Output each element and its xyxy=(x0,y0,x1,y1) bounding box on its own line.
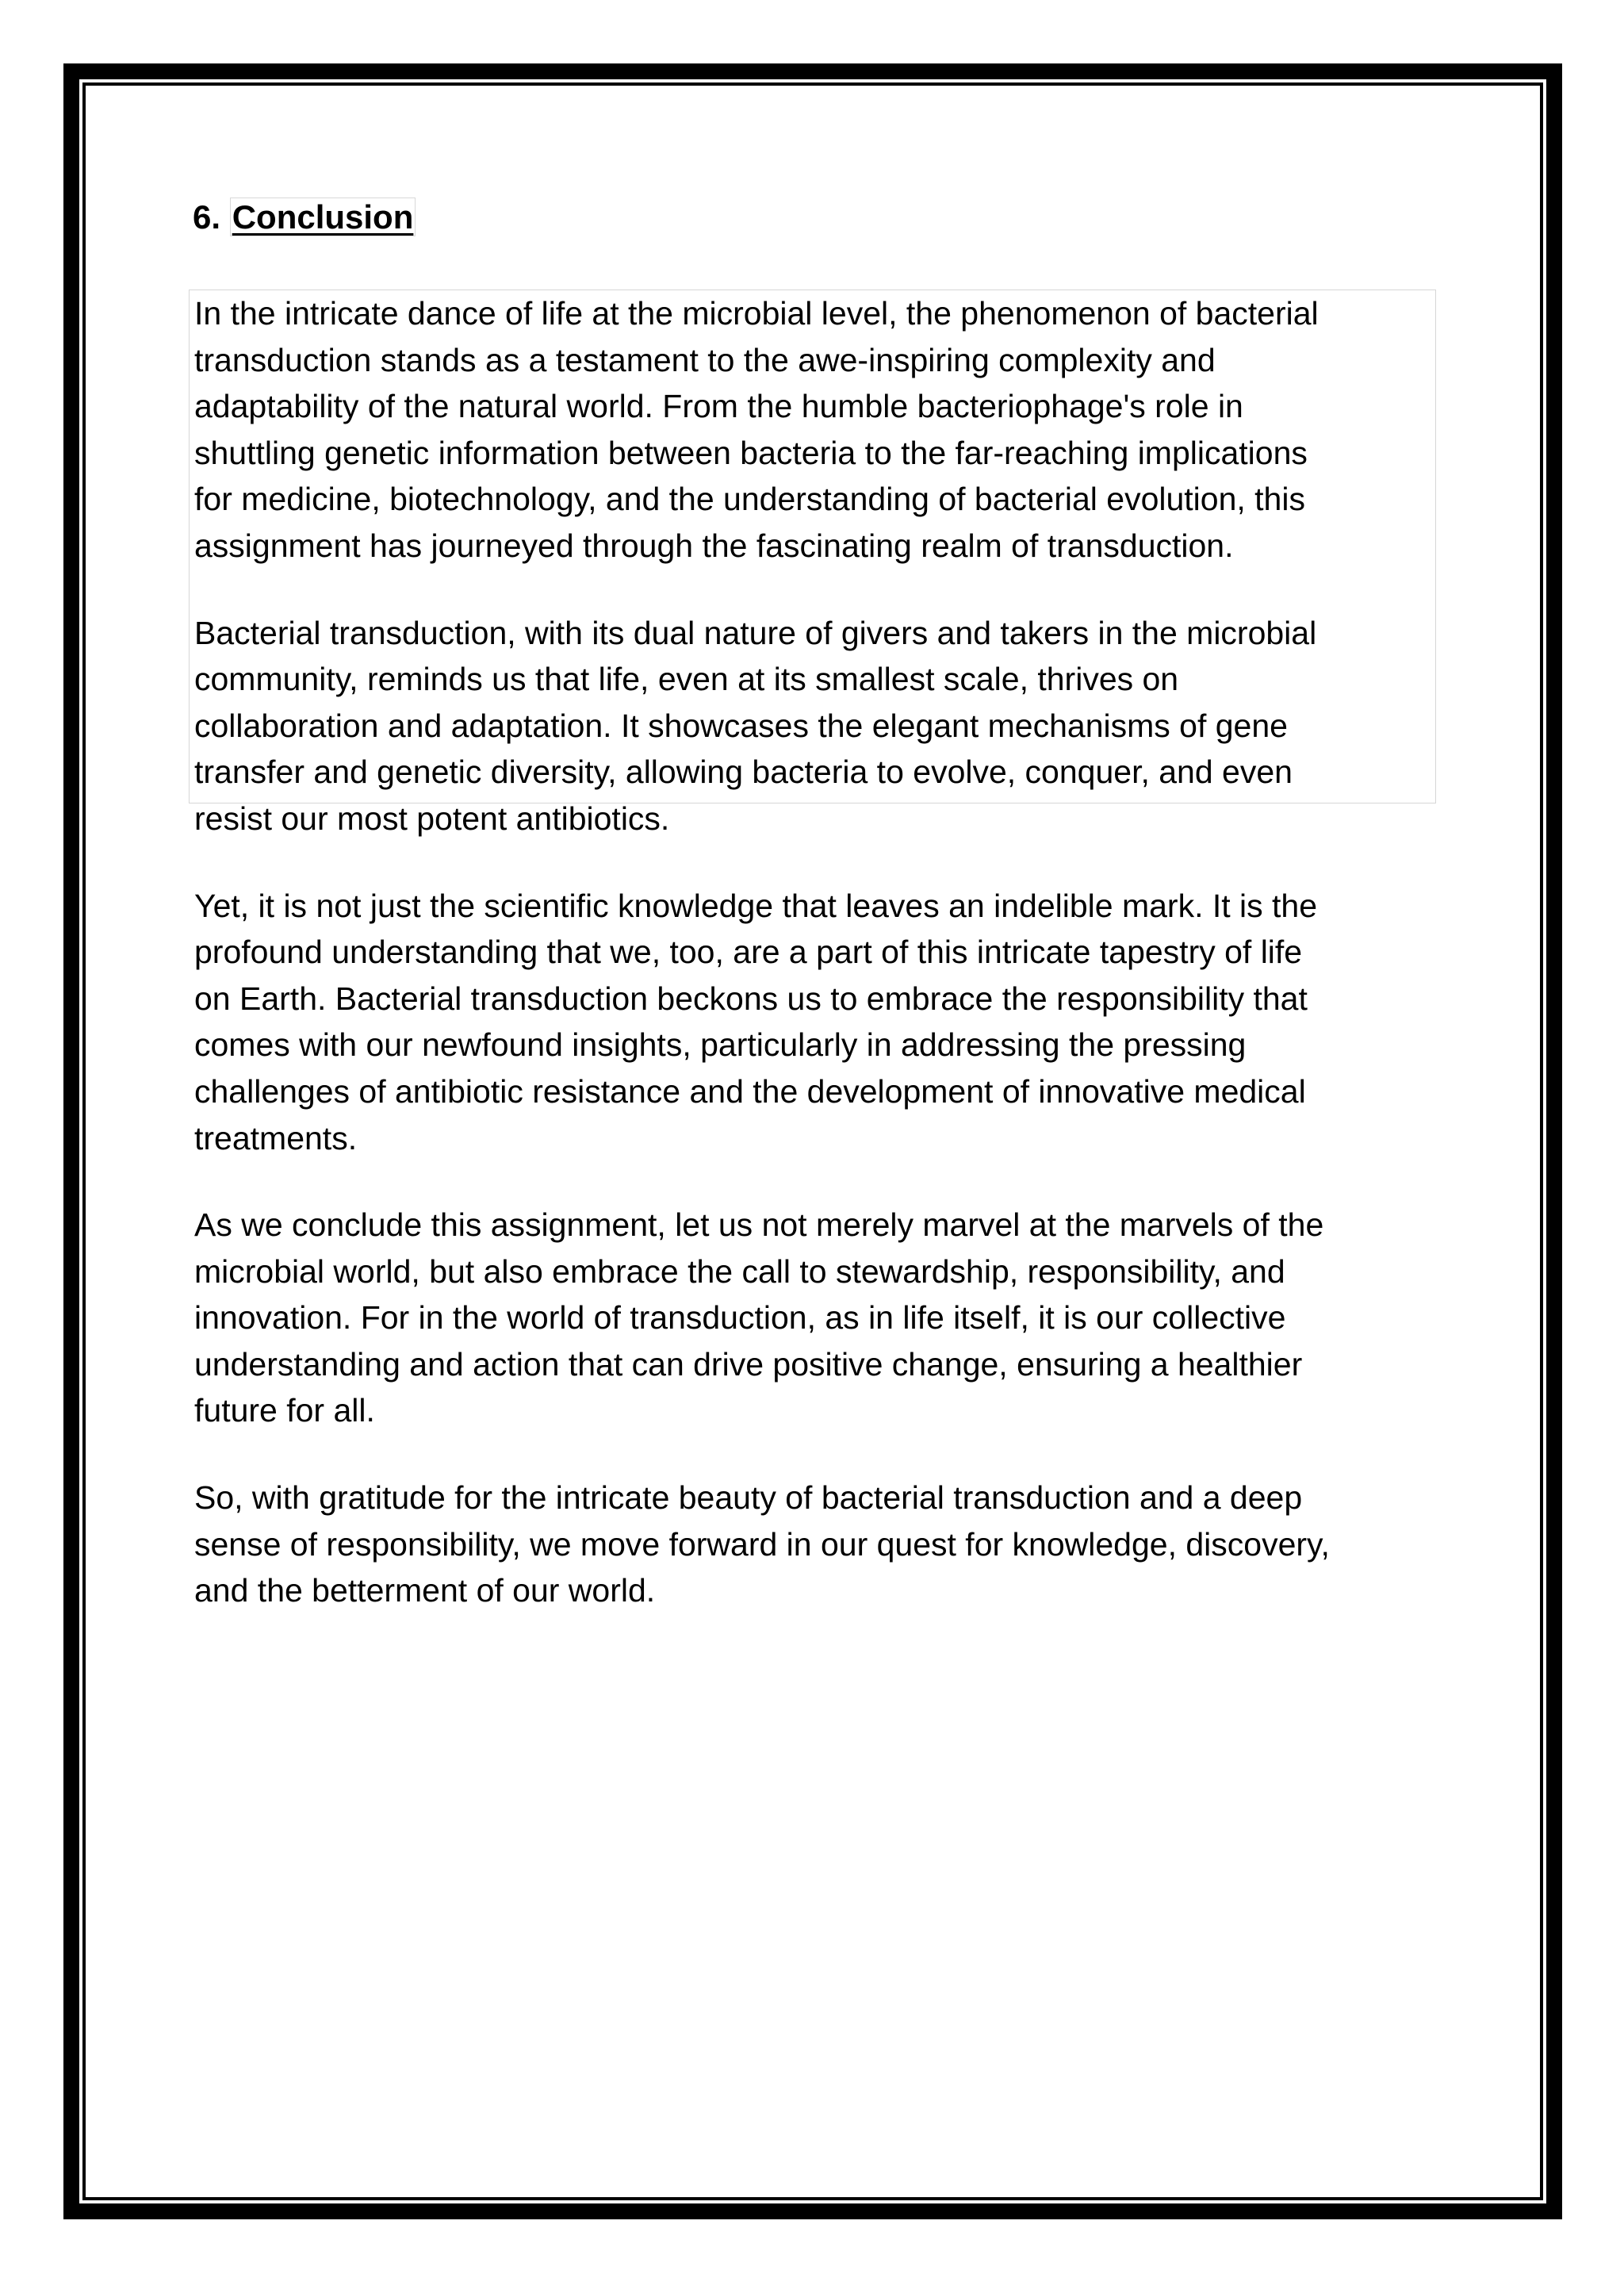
paragraph-1: In the intricate dance of life at the microbial level, the phenomenon of bacterial transduction stands as a testament to the awe-inspiring complexity and adaptability of the natural world. From the humble bacteriophage's role in shuttling genetic information between bacteria to the far-reaching implications for medicine, biotechnology, and the understanding of bacterial evolution, this assignment has journeyed through the fascinating realm of transduction. xyxy=(194,295,1319,564)
paragraph-4: As we conclude this assignment, let us not merely marvel at the marvels of the microbial world, but also embrace the call to stewardship, responsibility, and innovation. For in the world of transduction, as in life itself, it is our collective understanding and action that can drive positive change, ensuring a healthier future for all. xyxy=(194,1206,1324,1429)
conclusion-text-box xyxy=(189,290,1436,1609)
paragraph-3: Yet, it is not just the scientific knowledge that leaves an indelible mark. It is the profound understanding that we, too, are a part of this intricate tapestry of life on Earth. Bacterial transduction beckons us to embrace the responsibility that comes with our newfound insights, particularly in addressing the pressing challenges of antibiotic resistance and the development of innovative medical treatments. xyxy=(194,887,1318,1156)
section-heading xyxy=(193,194,416,241)
paragraph-2: Bacterial transduction, with its dual nature of givers and takers in the microbial community, reminds us that life, even at its smallest scale, thrives on collaboration and adaptation. It showcases the elegant mechanisms of gene transfer and genetic diversity, allowing bacteria to evolve, conquer, and even resist our most potent antibiotics. xyxy=(194,614,1317,837)
section-number: 6. xyxy=(193,198,221,236)
paragraph-5: So, with gratitude for the intricate beauty of bacterial transduction and a deep sense of responsibility, we move forward in our quest for knowledge, discovery, and the betterment of our world. xyxy=(194,1479,1330,1609)
section-title: Conclusion xyxy=(230,198,416,236)
